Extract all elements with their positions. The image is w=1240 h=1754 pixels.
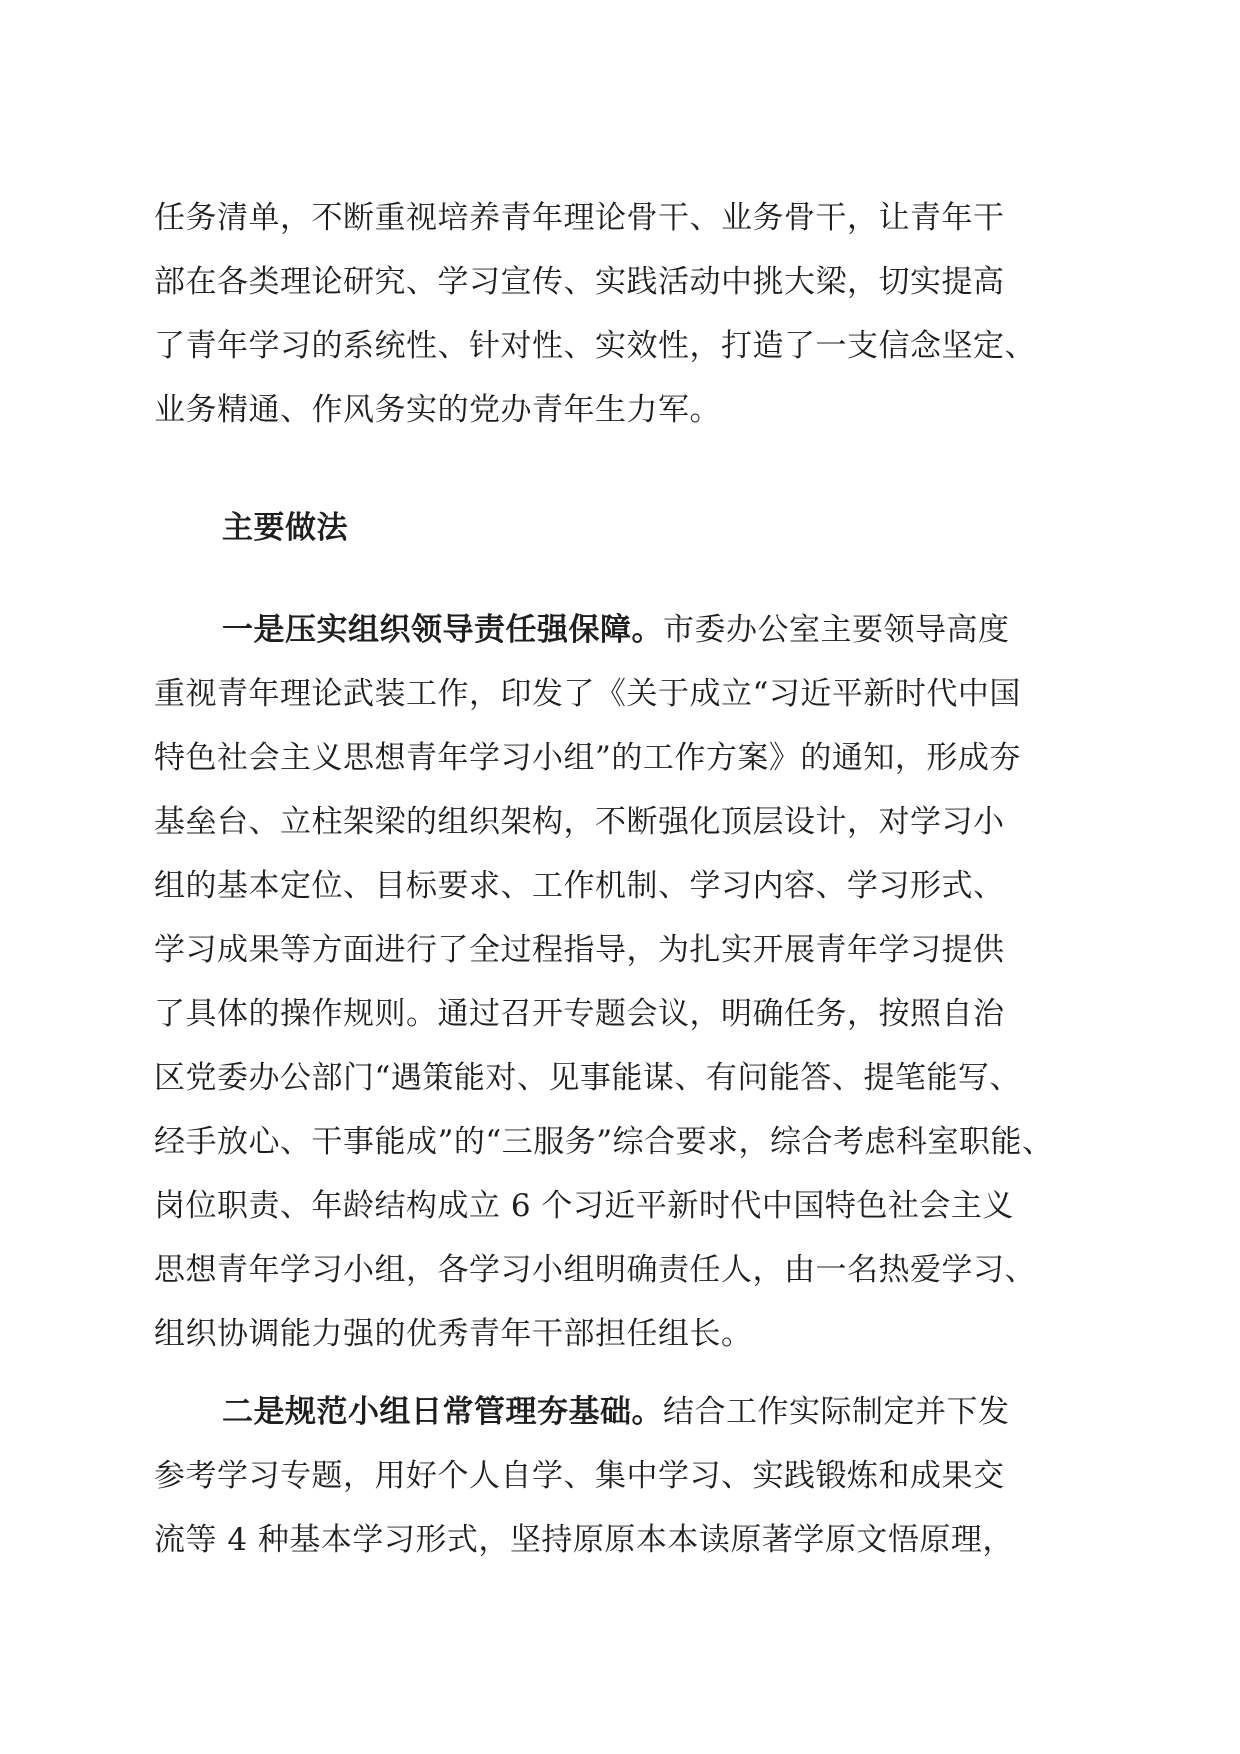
paragraph-line: 了青年学习的系统性、针对性、实效性，打造了一支信念坚定、 — [154, 328, 1036, 364]
paragraph-line: 基垒台、立柱架梁的组织架构，不断强化顶层设计，对学习小 — [154, 804, 1005, 840]
paragraph-line: 了具体的操作规则。通过召开专题会议，明确任务，按照自治 — [154, 996, 1005, 1032]
paragraph-line: 思想青年学习小组，各学习小组明确责任人，由一名热爱学习、 — [154, 1252, 1036, 1288]
paragraph-line: 任务清单，不断重视培养青年理论骨干、业务骨干，让青年干 — [154, 200, 1005, 236]
paragraph-line: 重视青年理论武装工作，印发了《关于成立“习近平新时代中国 — [154, 676, 1021, 712]
paragraph-line: 组织协调能力强的优秀青年干部担任组长。 — [154, 1316, 753, 1352]
paragraph-line: 学习成果等方面进行了全过程指导，为扎实开展青年学习提供 — [154, 932, 1005, 968]
paragraph-line: 组的基本定位、目标要求、工作机制、学习内容、学习形式、 — [154, 868, 1005, 904]
paragraph-first-line-rest: 结合工作实际制定并下发 — [663, 1394, 1010, 1430]
paragraph-one — [154, 598, 1094, 1366]
paragraph-first-line — [154, 1380, 1094, 1444]
paragraph-line: 参考学习专题，用好个人自学、集中学习、实践锻炼和成果交 — [154, 1458, 1005, 1494]
paragraph-lead-bold: 一是压实组织领导责任强保障。 — [222, 612, 663, 648]
paragraph-first-line-rest: 市委办公室主要领导高度 — [663, 612, 1010, 648]
paragraph-line: 经手放心、干事能成”的“三服务”综合要求，综合考虑科室职能、 — [154, 1124, 1054, 1160]
intro-paragraph — [154, 186, 1094, 442]
paragraph-line: 部在各类理论研究、学习宣传、实践活动中挑大梁，切实提高 — [154, 264, 1005, 300]
paragraph-lead-bold: 二是规范小组日常管理夯基础。 — [222, 1394, 663, 1430]
section-heading — [154, 496, 1094, 560]
paragraph-line: 区党委办公部门“遇策能对、见事能谋、有问能答、提笔能写、 — [154, 1060, 1021, 1096]
paragraph-line: 岗位职责、年龄结构成立 6 个习近平新时代中国特色社会主义 — [154, 1188, 1014, 1224]
paragraph-line: 业务精通、作风务实的党办青年生力军。 — [154, 392, 721, 428]
paragraph-first-line — [154, 598, 1094, 662]
paragraph-line: 流等 4 种基本学习形式，坚持原原本本读原著学原文悟原理， — [154, 1522, 1014, 1558]
section-heading-text: 主要做法 — [222, 510, 348, 546]
paragraph-line: 特色社会主义思想青年学习小组”的工作方案》的通知，形成夯 — [154, 740, 1021, 776]
paragraph-two — [154, 1380, 1094, 1572]
